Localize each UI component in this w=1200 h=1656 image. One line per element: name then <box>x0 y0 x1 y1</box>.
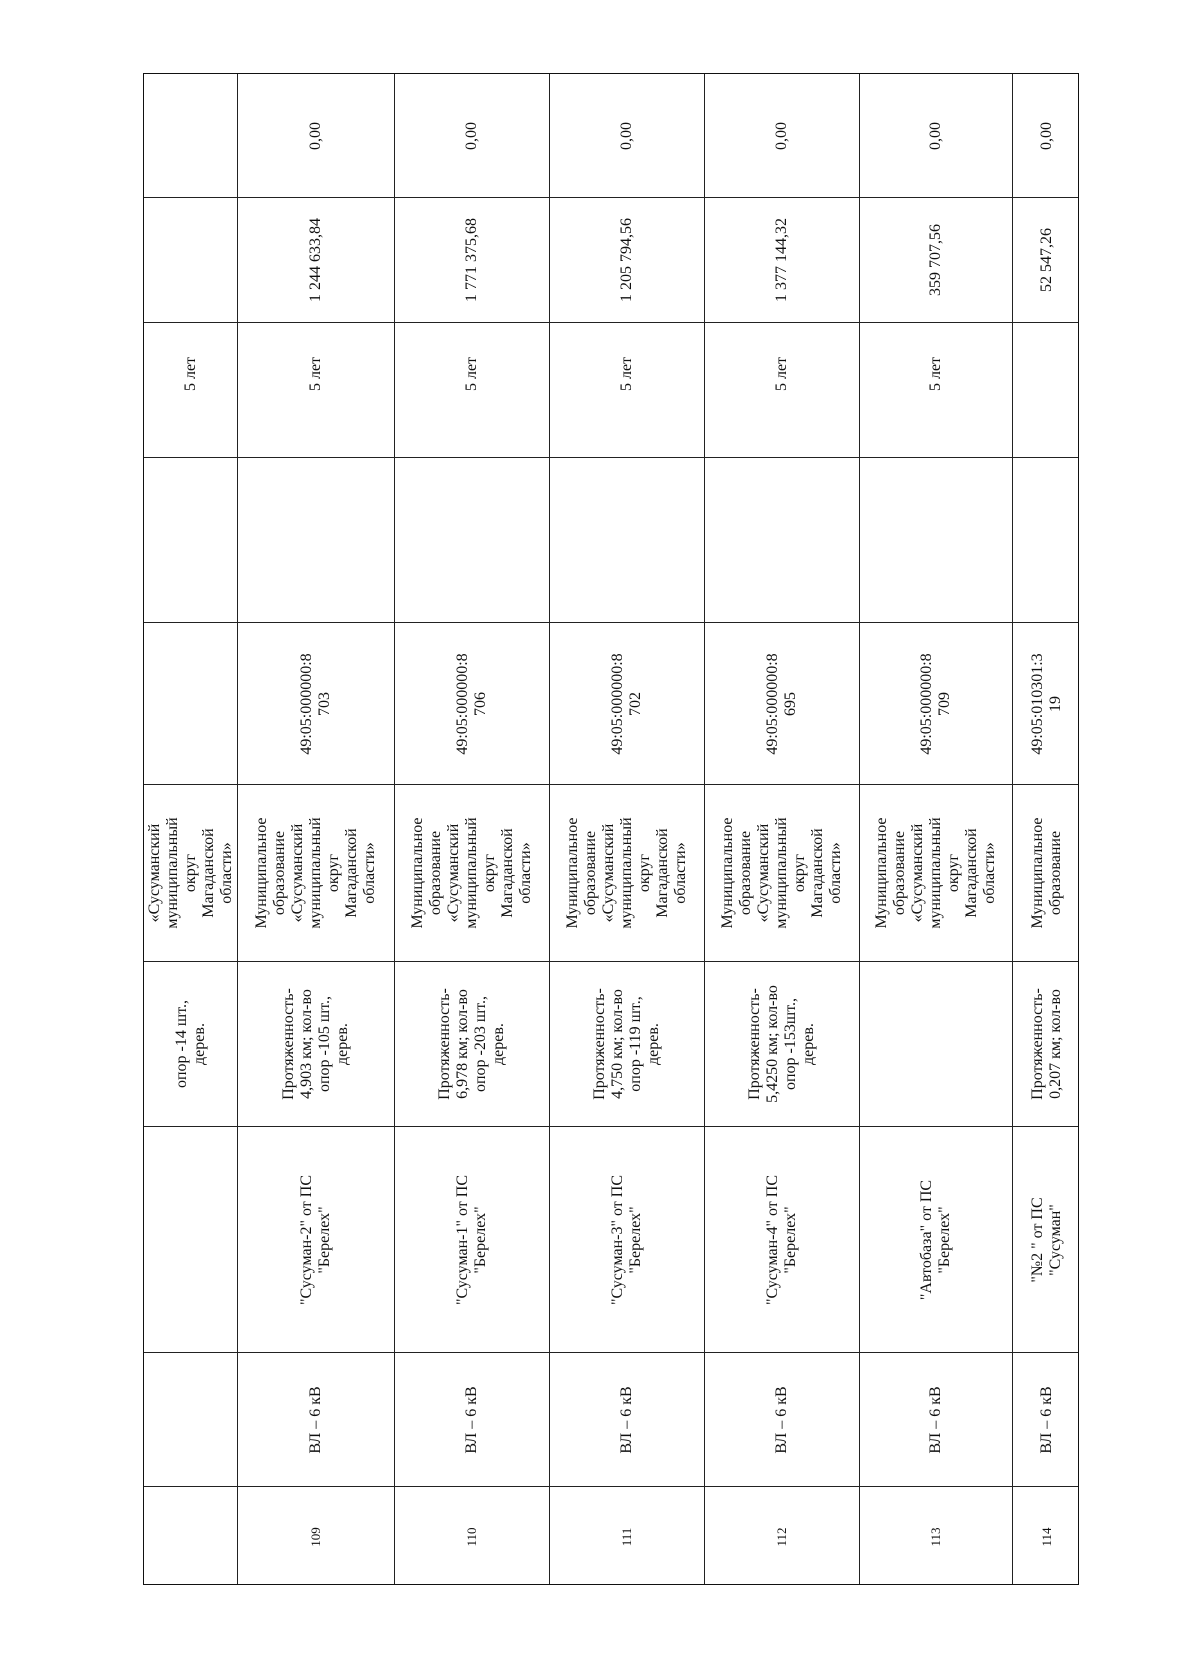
cell-line: "Автобаза" от ПС <box>918 1179 935 1300</box>
cell-text-owner <box>1029 817 1065 928</box>
cell-text-cadastral <box>609 653 645 754</box>
table-row <box>1012 74 1079 1584</box>
cell-type <box>860 1352 1012 1486</box>
cell-text-name <box>298 1174 334 1304</box>
cell-owner <box>238 784 394 961</box>
cell-text-value: 1 377 144,32 <box>773 218 790 302</box>
table-row <box>144 74 237 1584</box>
cell-text-residual: 0,00 <box>1037 121 1055 150</box>
cell-text-owner <box>564 817 690 928</box>
cell-text-residual: 0,00 <box>463 121 480 150</box>
cell-line: муниципальный <box>463 817 480 929</box>
cell-desc <box>550 961 704 1126</box>
cell-line: 4,903 км; кол-во <box>298 989 315 1099</box>
cell-text-name <box>454 1174 490 1304</box>
cell-line: Муниципальное <box>253 817 270 929</box>
cell-type <box>705 1352 859 1486</box>
cell-text-value: 1 205 794,56 <box>618 218 635 302</box>
cell-term <box>144 322 237 457</box>
table-row <box>859 74 1012 1584</box>
cell-text-name <box>609 1174 645 1304</box>
cell-text-residual: 0,00 <box>307 121 324 150</box>
cell-line: 703 <box>316 691 333 716</box>
cell-text-cadastral <box>764 653 800 754</box>
cell-line: 49:05:000000:8 <box>454 652 471 755</box>
cell-term <box>705 322 859 457</box>
cell-text-term: 5 лет <box>463 356 480 391</box>
cell-line: опор -119 шт., <box>627 996 644 1092</box>
cell-num <box>395 1486 549 1585</box>
cell-line: Магаданской <box>343 828 360 918</box>
cell-text-num: 109 <box>308 1526 323 1547</box>
cell-line: опор -14 шт., <box>172 1000 190 1088</box>
cell-col7 <box>860 457 1012 622</box>
cell-line: «Сусуманский <box>755 823 772 923</box>
cell-line: муниципальный <box>773 817 790 929</box>
cell-line: 0,207 км; кол-во <box>1046 989 1064 1099</box>
rotated-property-table <box>143 73 1079 1585</box>
cell-line: «Сусуманский <box>145 823 163 923</box>
cell-text-owner <box>873 817 999 928</box>
cell-line: Протяженность- <box>746 988 763 1100</box>
cell-num <box>144 1486 237 1585</box>
cell-text-type: ВЛ – 6 кВ <box>307 1385 324 1454</box>
cell-line: области» <box>827 842 844 904</box>
cell-line: образование <box>582 830 599 916</box>
cell-residual <box>550 74 704 197</box>
cell-col7 <box>705 457 859 622</box>
cell-line: муниципальный <box>163 817 181 929</box>
cell-text-type: ВЛ – 6 кВ <box>618 1385 635 1454</box>
cell-text-desc <box>591 988 663 1100</box>
cell-text-term: 5 лет <box>927 356 944 391</box>
cell-col7 <box>144 457 237 622</box>
cell-text-residual: 0,00 <box>927 121 944 150</box>
cell-line: "Берелех" <box>936 1205 953 1274</box>
cell-num <box>238 1486 394 1585</box>
cell-line: дерев. <box>645 1023 662 1065</box>
cell-line: 49:05:000000:8 <box>298 652 315 755</box>
cell-text-name <box>764 1174 800 1304</box>
cell-text-num: 113 <box>928 1526 943 1547</box>
cell-desc <box>144 961 237 1126</box>
cell-text-num: 110 <box>464 1526 479 1547</box>
cell-type <box>238 1352 394 1486</box>
cell-type <box>144 1352 237 1486</box>
table-body <box>144 74 1078 1584</box>
cell-line: "Сусуман-4" от ПС <box>764 1174 781 1305</box>
cell-line: Протяженность- <box>280 988 297 1100</box>
cell-text-owner <box>146 817 236 928</box>
cell-line: 19 <box>1046 695 1064 712</box>
cell-value <box>238 197 394 322</box>
cell-col7 <box>1013 457 1079 622</box>
cell-line: округ <box>325 853 342 893</box>
cell-desc <box>705 961 859 1126</box>
cell-cadastral <box>1013 622 1079 784</box>
cell-line: дерев. <box>190 1023 208 1065</box>
cell-residual <box>705 74 859 197</box>
cell-text-term: 5 лет <box>618 356 635 391</box>
cell-line: области» <box>672 842 689 904</box>
cell-owner <box>144 784 237 961</box>
cell-term <box>550 322 704 457</box>
cell-line: дерев. <box>800 1023 817 1065</box>
cell-cadastral <box>144 622 237 784</box>
cell-value <box>860 197 1012 322</box>
cell-line: Протяженность- <box>1028 988 1046 1100</box>
cell-line: образование <box>271 830 288 916</box>
cell-text-term: 5 лет <box>773 356 790 391</box>
cell-name <box>705 1126 859 1352</box>
cell-residual <box>1013 74 1079 197</box>
cell-line: 4,750 км; кол-во <box>609 989 626 1099</box>
cell-term <box>860 322 1012 457</box>
cell-text-term: 5 лет <box>307 356 324 391</box>
table-row <box>394 74 549 1584</box>
cell-line: Протяженность- <box>436 988 453 1100</box>
cell-line: "Сусуман" <box>1046 1203 1064 1276</box>
cell-line: области» <box>217 842 235 904</box>
cell-line: дерев. <box>334 1023 351 1065</box>
cell-line: образование <box>1046 830 1064 916</box>
cell-col7 <box>238 457 394 622</box>
cell-cadastral <box>395 622 549 784</box>
cell-col7 <box>395 457 549 622</box>
cell-text-desc <box>1029 988 1065 1100</box>
cell-text-desc <box>280 988 352 1100</box>
cell-text-desc <box>173 1000 209 1088</box>
cell-line: 706 <box>472 691 489 716</box>
cell-type <box>1013 1352 1079 1486</box>
cell-line: 695 <box>782 691 799 716</box>
cell-line: "Сусуман-2" от ПС <box>298 1174 315 1305</box>
cell-cadastral <box>550 622 704 784</box>
cell-line: области» <box>361 842 378 904</box>
cell-line: муниципальный <box>927 817 944 929</box>
cell-line: округ <box>181 853 199 893</box>
cell-line: опор -105 шт., <box>316 996 333 1093</box>
cell-term <box>395 322 549 457</box>
cell-line: муниципальный <box>618 817 635 929</box>
cell-line: округ <box>945 853 962 893</box>
cell-term <box>238 322 394 457</box>
cell-cadastral <box>238 622 394 784</box>
cell-line: Муниципальное <box>409 817 426 929</box>
cell-name <box>238 1126 394 1352</box>
cell-line: «Сусуманский <box>445 823 462 923</box>
cell-text-desc <box>746 985 818 1103</box>
cell-line: опор -203 шт., <box>472 996 489 1093</box>
cell-text-name <box>1029 1197 1065 1282</box>
cell-line: округ <box>481 853 498 893</box>
cell-text-desc <box>436 988 508 1100</box>
cell-line: дерев. <box>490 1023 507 1065</box>
cell-value <box>144 197 237 322</box>
cell-line: "Берелех" <box>627 1205 644 1274</box>
cell-text-term: 5 лет <box>181 356 199 391</box>
cell-text-value: 1 244 633,84 <box>307 218 324 302</box>
cell-value <box>705 197 859 322</box>
cell-owner <box>550 784 704 961</box>
cell-text-value: 359 707,56 <box>927 224 944 296</box>
cell-name <box>1013 1126 1079 1352</box>
cell-text-num: 111 <box>619 1527 634 1546</box>
cell-line: Муниципальное <box>564 817 581 929</box>
cell-num <box>705 1486 859 1585</box>
cell-line: «Сусуманский <box>289 823 306 923</box>
cell-desc <box>860 961 1012 1126</box>
cell-line: 709 <box>936 691 953 716</box>
cell-residual <box>144 74 237 197</box>
cell-line: Муниципальное <box>719 817 736 929</box>
table-row <box>549 74 704 1584</box>
cell-value <box>1013 197 1079 322</box>
cell-text-owner <box>253 817 379 928</box>
cell-line: "Берелех" <box>316 1205 333 1274</box>
cell-line: Муниципальное <box>1028 817 1046 929</box>
cell-line: округ <box>791 853 808 893</box>
cell-text-name <box>918 1179 954 1299</box>
cell-text-cadastral <box>918 653 954 754</box>
cell-line: Муниципальное <box>873 817 890 929</box>
cell-type <box>395 1352 549 1486</box>
cell-owner <box>1013 784 1079 961</box>
cell-line: Магаданской <box>499 828 516 918</box>
table-row <box>704 74 859 1584</box>
cell-text-residual: 0,00 <box>773 121 790 150</box>
cell-line: Магаданской <box>654 828 671 918</box>
cell-line: «Сусуманский <box>600 823 617 923</box>
cell-value <box>550 197 704 322</box>
cell-line: 49:05:010301:3 <box>1028 652 1046 755</box>
cell-line: образование <box>891 830 908 916</box>
cell-text-type: ВЛ – 6 кВ <box>773 1385 790 1454</box>
cell-term <box>1013 322 1079 457</box>
cell-num <box>860 1486 1012 1585</box>
cell-desc <box>238 961 394 1126</box>
cell-col7 <box>550 457 704 622</box>
cell-line: Протяженность- <box>591 988 608 1100</box>
cell-line: области» <box>981 842 998 904</box>
cell-line: области» <box>517 842 534 904</box>
cell-line: "Сусуман-1" от ПС <box>454 1174 471 1305</box>
cell-owner <box>395 784 549 961</box>
cell-text-cadastral <box>454 653 490 754</box>
cell-text-num: 112 <box>774 1526 789 1547</box>
cell-line: 5,4250 км; кол-во <box>764 985 781 1103</box>
cell-line: Магаданской <box>809 828 826 918</box>
cell-line: округ <box>636 853 653 893</box>
cell-line: опор -153шт., <box>782 998 799 1091</box>
cell-text-type: ВЛ – 6 кВ <box>1037 1385 1055 1454</box>
cell-line: "№2 " от ПС <box>1028 1196 1046 1283</box>
cell-text-value: 1 771 375,68 <box>463 218 480 302</box>
cell-desc <box>1013 961 1079 1126</box>
cell-residual <box>238 74 394 197</box>
cell-cadastral <box>705 622 859 784</box>
cell-name <box>144 1126 237 1352</box>
cell-text-type: ВЛ – 6 кВ <box>927 1385 944 1454</box>
cell-residual <box>395 74 549 197</box>
cell-owner <box>860 784 1012 961</box>
cell-line: 6,978 км; кол-во <box>454 989 471 1099</box>
cell-cadastral <box>860 622 1012 784</box>
cell-num <box>550 1486 704 1585</box>
cell-owner <box>705 784 859 961</box>
cell-text-value: 52 547,26 <box>1037 228 1055 292</box>
cell-line: 702 <box>627 691 644 716</box>
cell-line: «Сусуманский <box>909 823 926 923</box>
cell-line: "Берелех" <box>782 1205 799 1274</box>
cell-name <box>550 1126 704 1352</box>
cell-name <box>860 1126 1012 1352</box>
cell-text-num: 114 <box>1038 1526 1054 1547</box>
cell-line: "Берелех" <box>472 1205 489 1274</box>
cell-type <box>550 1352 704 1486</box>
cell-residual <box>860 74 1012 197</box>
cell-value <box>395 197 549 322</box>
cell-line: образование <box>737 830 754 916</box>
cell-text-cadastral <box>298 653 334 754</box>
cell-line: Магаданской <box>963 828 980 918</box>
cell-text-type: ВЛ – 6 кВ <box>463 1385 480 1454</box>
cell-line: 49:05:000000:8 <box>609 652 626 755</box>
cell-line: образование <box>427 830 444 916</box>
cell-text-owner <box>409 817 535 928</box>
table-row <box>237 74 394 1584</box>
cell-text-owner <box>719 817 845 928</box>
cell-text-cadastral <box>1029 653 1065 754</box>
cell-line: "Сусуман-3" от ПС <box>609 1174 626 1305</box>
cell-line: 49:05:000000:8 <box>764 652 781 755</box>
cell-num <box>1013 1486 1079 1585</box>
cell-name <box>395 1126 549 1352</box>
cell-line: муниципальный <box>307 817 324 929</box>
cell-text-residual: 0,00 <box>618 121 635 150</box>
cell-desc <box>395 961 549 1126</box>
cell-line: 49:05:000000:8 <box>918 652 935 755</box>
cell-line: Магаданской <box>199 828 217 918</box>
